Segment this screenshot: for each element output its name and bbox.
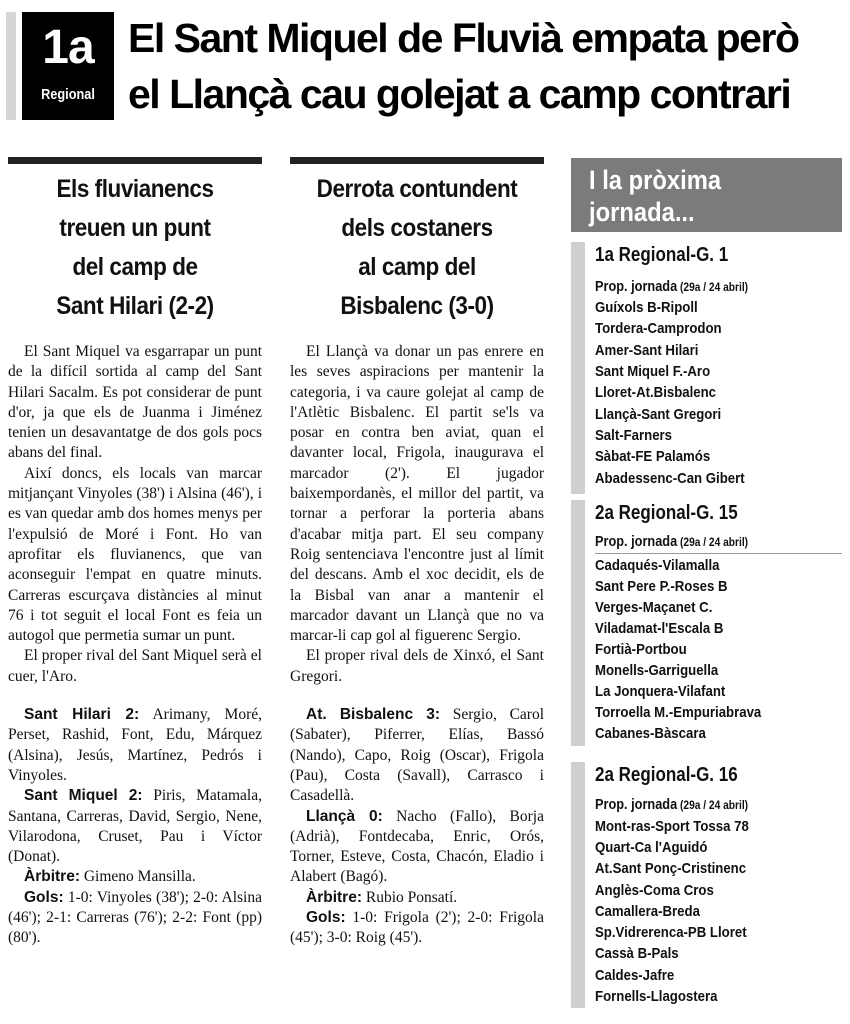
fixture: Caldes-Jafre — [595, 967, 675, 984]
article-body — [8, 342, 262, 687]
article-title-line: Bisbalenc (3-0) — [340, 292, 494, 320]
article-paragraph: El proper rival del Sant Miquel serà el cuer, l'Aro. — [8, 647, 262, 685]
header-accent-bar — [6, 12, 16, 120]
lineup-text: 1-0: Frigola (2'); 2-0: Frigola (45'); 3-0: Roig (45'). — [290, 909, 544, 947]
fixture: Quart-Ca l'Aguidó — [595, 839, 708, 856]
group-subtitle-label: Prop. jornada — [595, 796, 678, 813]
fixture: Fortià-Portbou — [595, 641, 687, 658]
lineup-text: Gimeno Mansilla. — [79, 868, 196, 886]
article-title-line: Derrota contundent — [316, 175, 518, 203]
lineup-home — [8, 705, 262, 786]
fixture: Anglès-Coma Cros — [595, 882, 714, 899]
fixtures-group-g1 — [571, 242, 842, 494]
fixture: Viladamat-l'Escala B — [595, 620, 724, 637]
article-paragraph: El Llançà va donar un pas enrere en les seves aspiracions per mantenir la categoria, i va caure golejat al camp de l'Atlètic Bisbalenc. El partit se'ls va posar en contra ben aviat, quan el davanter local, Frigola, inaugurava el marcador (2'). El jugador baixempordanès, el millor del partit, va tornar a perforar la porteria abans d'acabar mitja part. El seu company Roig sentenciava l'encontre just al límit del descans. Amb el xoc decidit, els de la Bisbal van anar a mantenir el marcador davant un Llançà que no va marcar-li cap gol al figuerenc Sergio. — [290, 343, 544, 645]
fixture: Cadaqués-Vilamalla — [595, 557, 720, 574]
fixture: Sant Pere P.-Roses B — [595, 578, 728, 595]
fixture: Sant Miquel F.-Aro — [595, 363, 711, 380]
article-sant-miquel — [8, 170, 262, 949]
fixture: Monells-Garriguella — [595, 662, 719, 679]
section-badge — [22, 12, 114, 120]
article-paragraph: El proper rival dels de Xinxó, el Sant Gregori. — [290, 647, 544, 685]
fixtures-group-g15 — [571, 500, 842, 746]
article-title — [303, 170, 532, 326]
fixture: Abadessenc-Can Gibert — [595, 470, 745, 487]
fixture: At.Sant Ponç-Cristinenc — [595, 860, 747, 877]
article-title-line: Sant Hilari (2-2) — [56, 292, 214, 320]
group-title: 2a Regional-G. 15 — [595, 502, 738, 524]
group-subtitle-date: (29a / 24 abril) — [677, 798, 749, 812]
fixture: Amer-Sant Hilari — [595, 342, 699, 359]
fixture: Torroella M.-Empuriabrava — [595, 704, 762, 721]
group-subtitle — [595, 276, 748, 298]
fixture: Salt-Farners — [595, 427, 673, 444]
group-subtitle-date: (29a / 24 abril) — [677, 535, 749, 549]
article-paragraph: Així doncs, els locals van marcar mitjançant Vinyoles (38') i Alsina (46'), i es van quedar amb dos homes menys per l'expulsió de Moré i Font. Ho van aprofitar els fluvianencs, que van aconseguir l'empat en quatre minuts. Carreras escurçava distàncies al minut 76 i tot seguit el local Font es feia un autogol que permetia sumar un punt. — [8, 464, 262, 645]
fixture: Verges-Maçanet C. — [595, 599, 713, 616]
match-sheet — [8, 705, 262, 949]
fixture: Cabanes-Bàscara — [595, 725, 706, 742]
group-accent-bar — [571, 762, 585, 1008]
fixture: Lloret-At.Bisbalenc — [595, 384, 717, 401]
lineup-label: At. Bisbalenc 3: — [306, 706, 441, 724]
article-title-line: dels costaners — [341, 214, 493, 242]
headline-line-2: el Llançà cau golejat a camp contrari — [128, 71, 791, 117]
referee — [290, 888, 544, 908]
lineup-text: 1-0: Vinyoles (38'); 2-0: Alsina (46'); 2-1: Carreras (76'); 2-2: Font (pp) (80'). — [8, 888, 262, 947]
fixture: Sàbat-FE Palamós — [595, 448, 711, 465]
badge-label: Regional — [41, 86, 95, 103]
article-title-line: Els fluvianencs — [56, 175, 214, 203]
article-title-line: al camp del — [358, 253, 476, 281]
fixture: La Jonquera-Vilafant — [595, 683, 726, 700]
fixture: Cassà B-Pals — [595, 945, 679, 962]
sidebar-heading — [571, 158, 842, 232]
fixture: Fornells-Llagostera — [595, 988, 718, 1005]
article-title-line: treuen un punt — [59, 214, 211, 242]
lineup-home — [290, 705, 544, 806]
group-title: 1a Regional-G. 1 — [595, 244, 729, 266]
lineup-away — [290, 807, 544, 888]
page-headline — [128, 10, 843, 122]
lineup-label: Sant Hilari 2: — [24, 706, 140, 724]
article-paragraph: El Sant Miquel va esgarrapar un punt de la difícil sortida al camp del Sant Hilari Sacalm. Es pot considerar de punt d'or, ja que els de Juanma i Jiménez tenien un desavantatge de dos gols pocs abans del final. — [8, 343, 262, 462]
fixtures-group-g16 — [571, 762, 842, 1008]
fixture: Mont-ras-Sport Tossa 78 — [595, 818, 749, 835]
group-subtitle-date: (29a / 24 abril) — [677, 280, 749, 294]
sidebar-heading-line: jornada... — [589, 197, 695, 227]
match-sheet — [290, 705, 544, 949]
group-accent-bar — [571, 242, 585, 494]
group-accent-bar — [571, 500, 585, 746]
fixture: Guíxols B-Ripoll — [595, 299, 698, 316]
lineup-label: Àrbitre: — [24, 868, 80, 886]
lineup-label: Gols: — [24, 888, 64, 906]
column-rule-1 — [8, 157, 262, 164]
headline-line-1: El Sant Miquel de Fluvià empata però — [128, 15, 799, 61]
lineup-text: Nacho (Fallo), Borja (Adrià), Fontdecaba, Enric, Orós, Torner, Esteve, Costa, Chacón, Eladio i Alabert (Bagó). — [290, 807, 544, 886]
goals — [290, 908, 544, 949]
group-title: 2a Regional-G. 16 — [595, 764, 738, 786]
fixture: Sp.Vidrerenca-PB Lloret — [595, 924, 747, 941]
referee — [8, 867, 262, 887]
lineup-text: Arimany, Moré, Perset, Rashid, Font, Edu, Márquez (Alsina), Jesús, Martínez, Pedrós i Vinyoles. — [8, 706, 262, 784]
sidebar-heading-line: I la pròxima — [589, 165, 722, 195]
article-title-line: del camp de — [72, 253, 198, 281]
fixture: Tordera-Camprodon — [595, 320, 722, 337]
article-llanca — [290, 170, 544, 949]
fixture: Llançà-Sant Gregori — [595, 406, 722, 423]
lineup-label: Sant Miquel 2: — [24, 787, 143, 805]
lineup-text: Sergio, Carol (Sabater), Piferrer, Elías, Bassó (Nando), Capo, Roig (Oscar), Frigola (Pau), Costa (Savall), Carrasco i Casadellà. — [290, 706, 544, 805]
lineup-text: Piris, Matamala, Santana, Carreras, David, Sergio, Nene, Vilarodona, Cruset, Pau i Víctor (Donat). — [8, 787, 262, 866]
group-subtitle-label: Prop. jornada — [595, 533, 678, 550]
article-body — [290, 342, 544, 687]
lineup-label: Gols: — [306, 909, 346, 927]
lineup-text: Rubio Ponsatí. — [361, 888, 458, 906]
goals — [8, 888, 262, 949]
column-rule-2 — [290, 157, 544, 164]
lineup-label: Llançà 0: — [306, 807, 383, 825]
group-subtitle — [595, 794, 748, 816]
badge-number: 1a — [42, 21, 94, 74]
lineup-label: Àrbitre: — [306, 888, 362, 906]
article-title — [21, 170, 250, 326]
group-subtitle — [595, 531, 748, 553]
group-subtitle-label: Prop. jornada — [595, 278, 678, 295]
group-divider — [595, 553, 842, 554]
lineup-away — [8, 786, 262, 867]
fixture: Camallera-Breda — [595, 903, 700, 920]
